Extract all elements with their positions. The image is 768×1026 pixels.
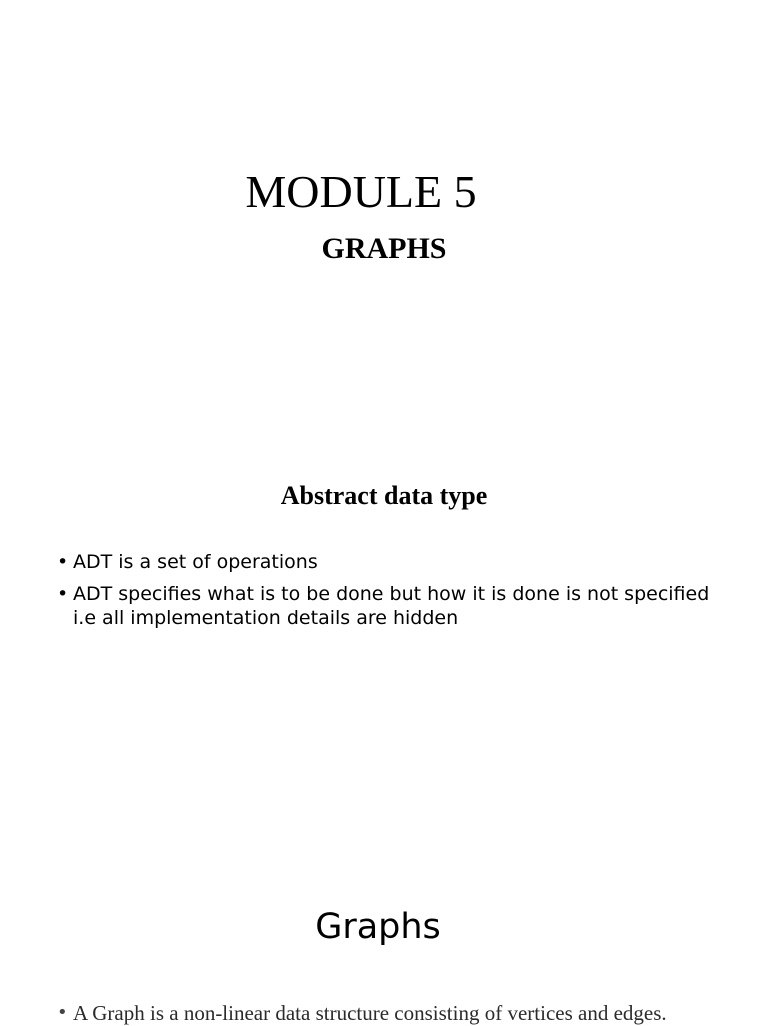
list-item-text: A Graph is a non-linear data structure consisting of vertices and edges. (73, 1001, 667, 1025)
slide-heading: Abstract data type (280, 481, 488, 510)
list-item (57, 550, 717, 574)
list-item-text: ADT specifies what is to be done but how it is done is not specified i.e all implementation details are hidden (73, 583, 710, 629)
bullet-icon: • (57, 551, 69, 573)
list-item (57, 582, 717, 630)
bullet-list (57, 550, 717, 638)
slide-heading: Graphs (315, 907, 441, 947)
bullet-icon: • (57, 1002, 68, 1023)
module-title: MODULE 5 (245, 166, 477, 217)
list-item-text: ADT is a set of operations (73, 551, 318, 573)
slide-abstract-data-type (0, 400, 768, 840)
bullet-list (57, 1000, 757, 1026)
bullet-icon: • (57, 583, 69, 605)
slide-module-title (0, 0, 768, 400)
module-subtitle: GRAPHS (321, 232, 447, 265)
slide-graphs (0, 840, 768, 1024)
list-item (57, 1000, 757, 1026)
